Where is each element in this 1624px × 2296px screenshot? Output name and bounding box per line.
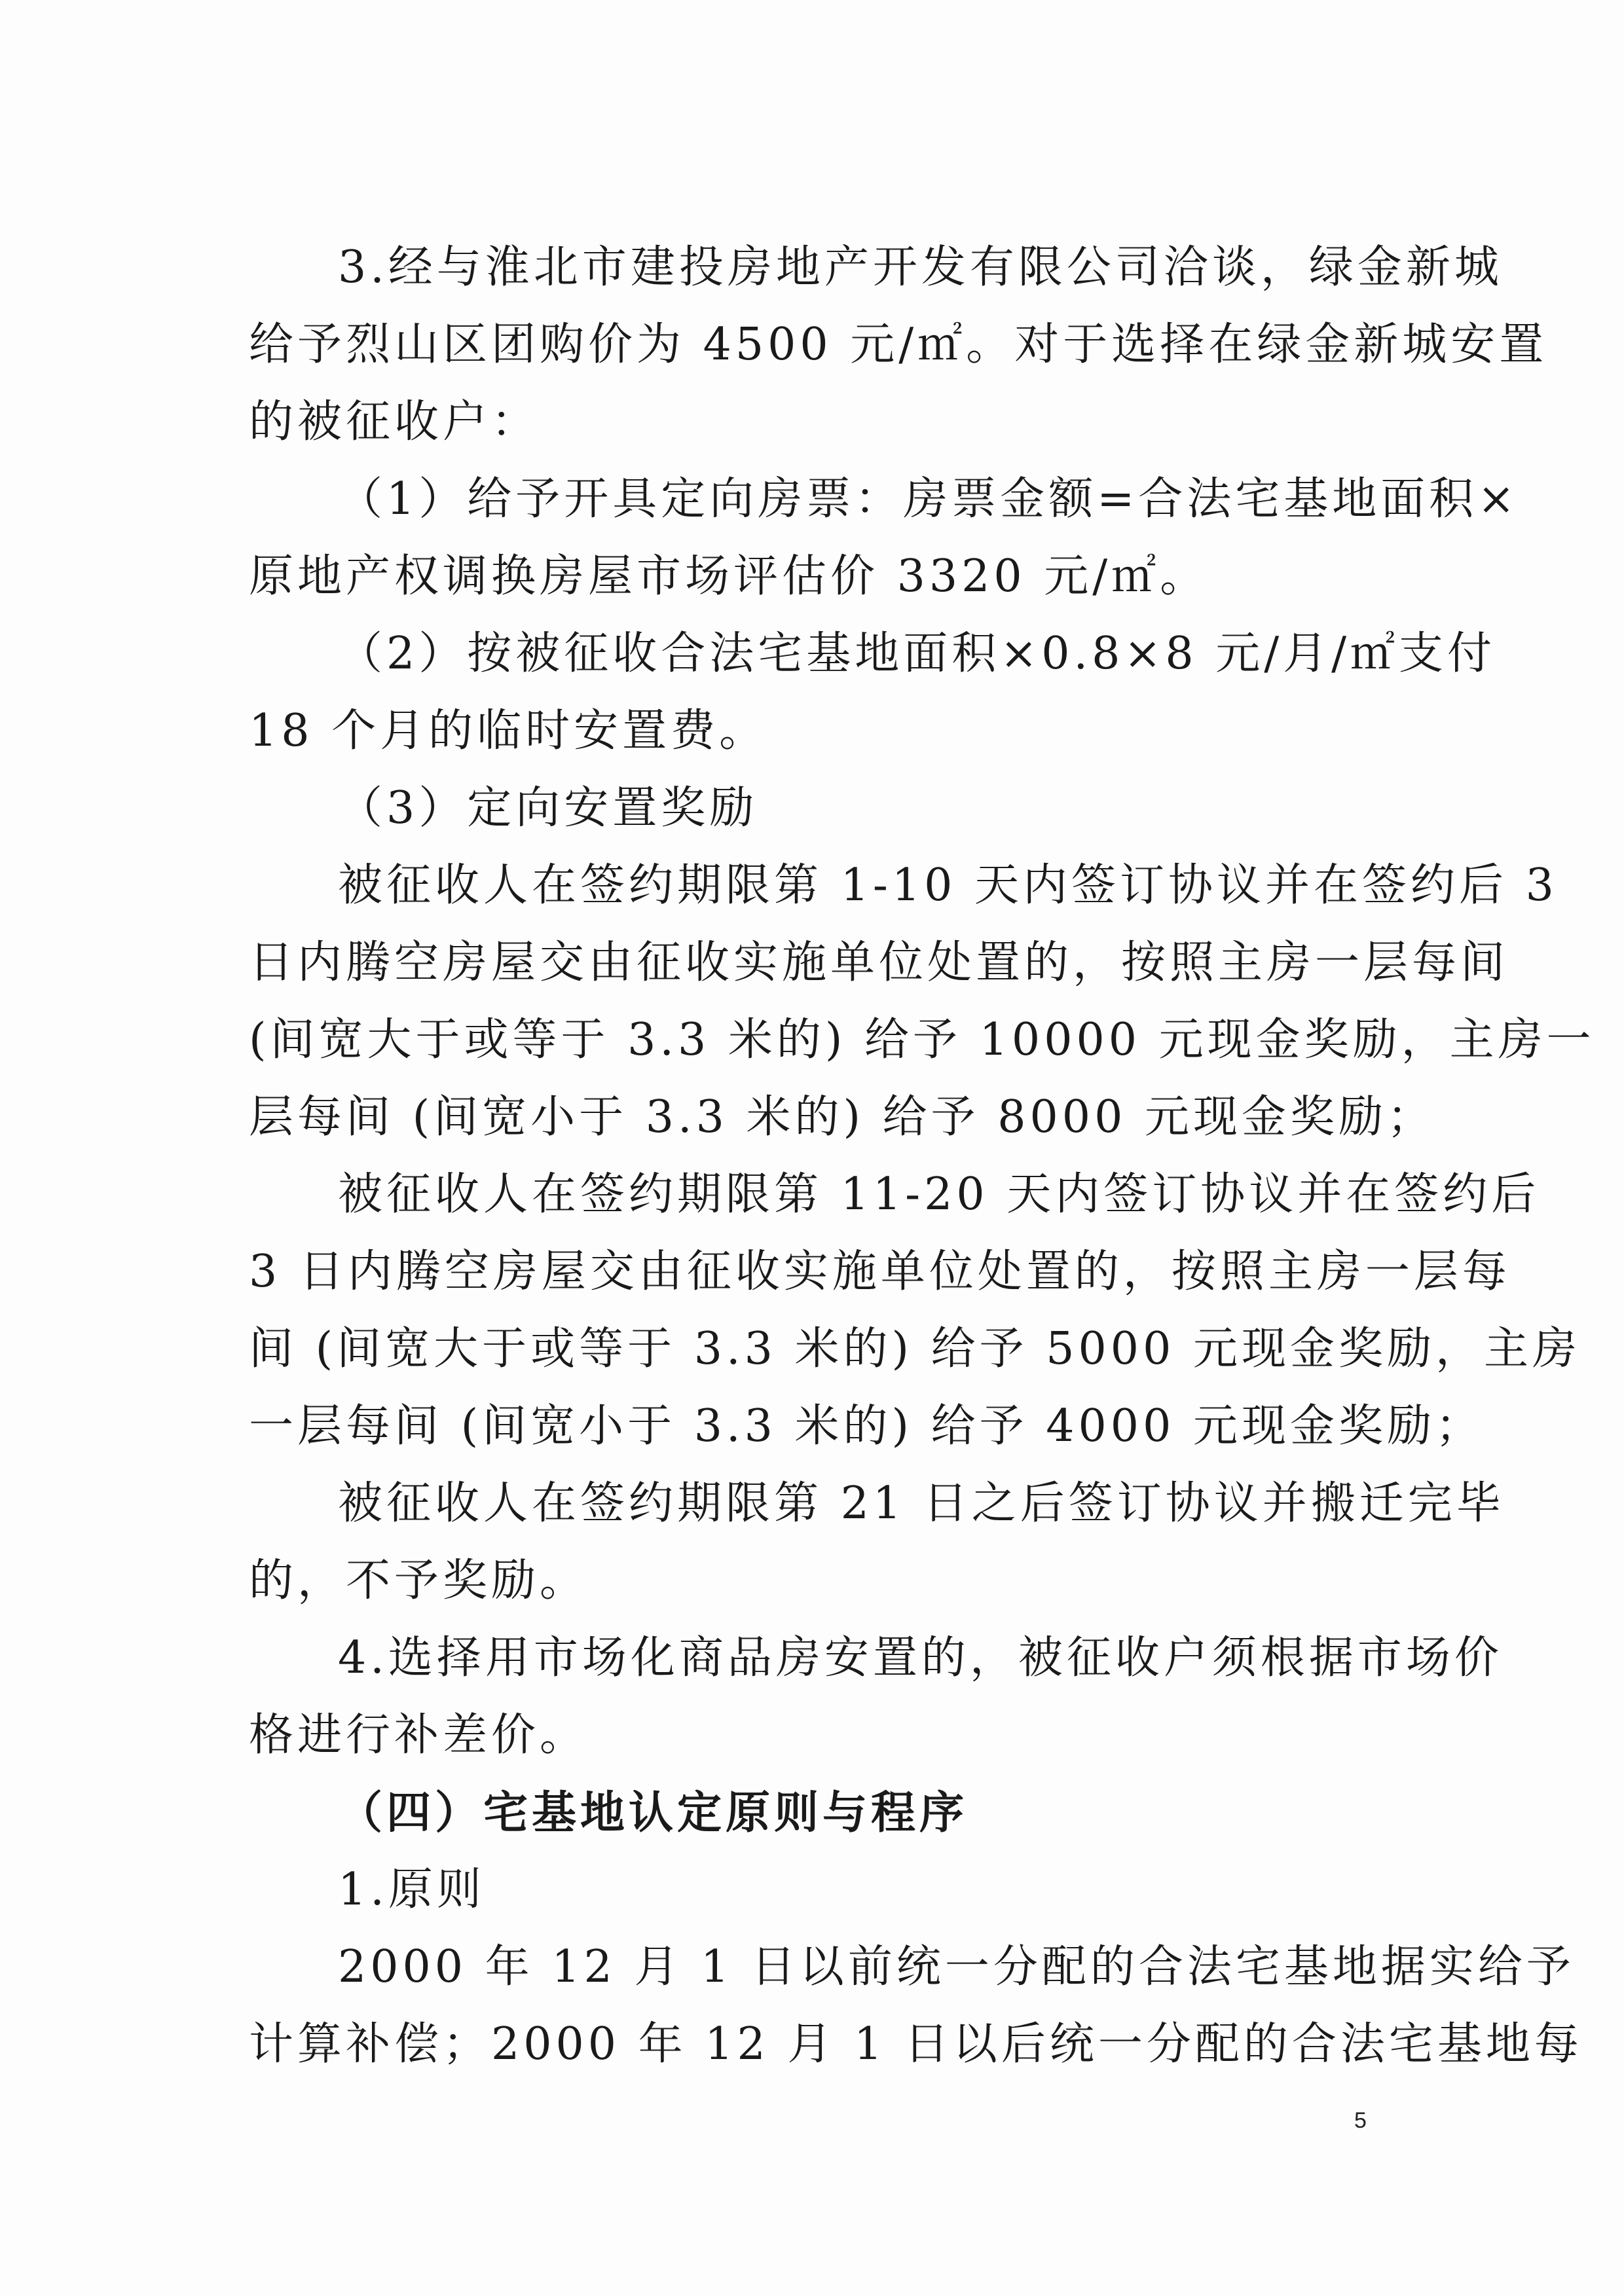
- text-line: 给予烈山区团购价为 4500 元/㎡。对于选择在绿金新城安置: [249, 319, 1548, 371]
- text-line: （2）按被征收合法宅基地面积×0.8×8 元/月/㎡支付: [338, 628, 1496, 680]
- text-line: 日内腾空房屋交由征收实施单位处置的，按照主房一层每间: [249, 937, 1509, 989]
- text-line: 4.选择用市场化商品房安置的，被征收户须根据市场价: [338, 1632, 1503, 1684]
- text-line: 被征收人在签约期限第 11-20 天内签订协议并在签约后: [338, 1169, 1540, 1220]
- text-line: 层每间 (间宽小于 3.3 米的) 给予 8000 元现金奖励；: [249, 1091, 1435, 1143]
- section-heading: （四）宅基地认定原则与程序: [338, 1787, 969, 1839]
- document-body: [249, 229, 1595, 2083]
- page-number: 5: [1354, 2108, 1367, 2133]
- text-line: 被征收人在签约期限第 21 日之后签订协议并搬迁完毕: [338, 1478, 1505, 1529]
- text-line: 格进行补差价。: [249, 1709, 589, 1761]
- text-line: 1.原则: [338, 1864, 485, 1916]
- text-line: （1）给予开具定向房票：房票金额=合法宅基地面积×: [338, 473, 1519, 525]
- text-line: 间 (间宽大于或等于 3.3 米的) 给予 5000 元现金奖励，主房: [249, 1323, 1581, 1375]
- text-line: 的被征收户：: [249, 396, 540, 448]
- text-line: 的，不予奖励。: [249, 1555, 589, 1607]
- text-line: 2000 年 12 月 1 日以前统一分配的合法宅基地据实给予: [338, 1941, 1575, 1993]
- text-line: 3.经与淮北市建投房地产开发有限公司洽谈，绿金新城: [338, 242, 1503, 293]
- text-line: 被征收人在签约期限第 1-10 天内签订协议并在签约后 3: [338, 860, 1558, 911]
- text-line: 18 个月的临时安置费。: [249, 705, 768, 757]
- text-line: (间宽大于或等于 3.3 米的) 给予 10000 元现金奖励，主房一: [249, 1014, 1595, 1066]
- text-line: 计算补偿；2000 年 12 月 1 日以后统一分配的合法宅基地每: [249, 2018, 1583, 2070]
- text-line: 一层每间 (间宽小于 3.3 米的) 给予 4000 元现金奖励；: [249, 1400, 1484, 1452]
- text-line: 3 日内腾空房屋交由征收实施单位处置的，按照主房一层每: [249, 1246, 1511, 1298]
- text-line: 原地产权调换房屋市场评估价 3320 元/㎡。: [249, 551, 1209, 602]
- text-line: （3）定向安置奖励: [338, 782, 758, 834]
